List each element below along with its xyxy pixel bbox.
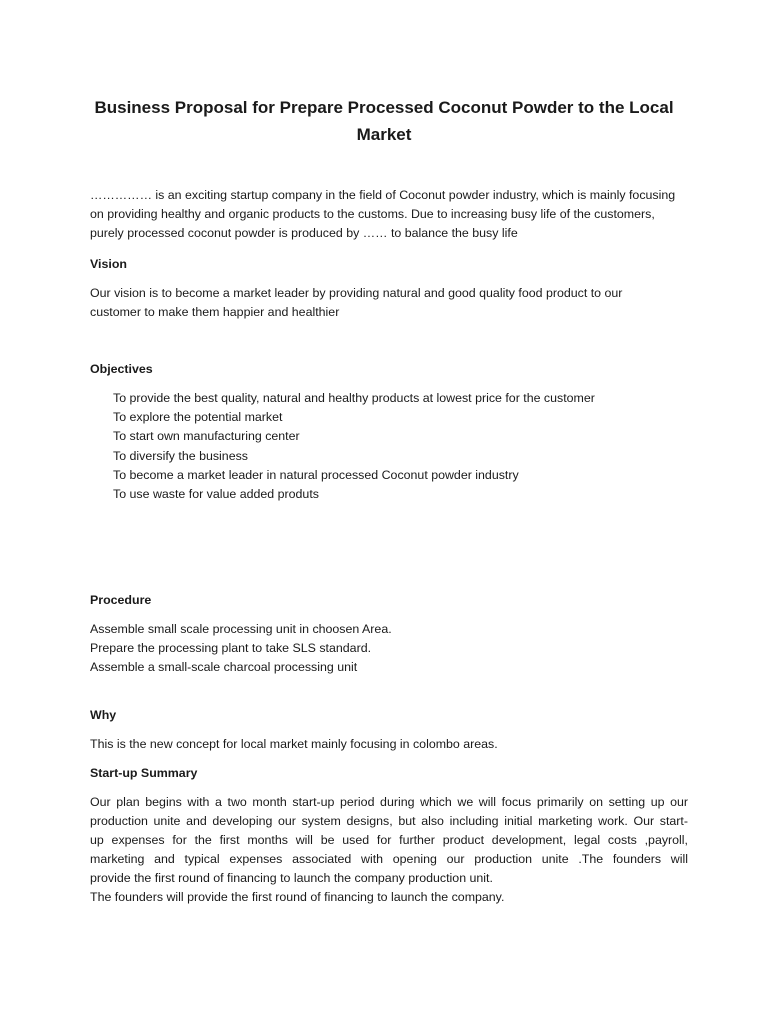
intro-line: …………… is an exciting startup company in the field of Coconut powder industry, which is mainly focusing	[90, 188, 676, 202]
vision-line: Our vision is to become a market leader by providing natural and good quality food product to our	[90, 286, 623, 300]
procedure-line: Prepare the processing plant to take SLS standard.	[90, 641, 372, 655]
objective-item: To explore the potential market	[113, 410, 283, 425]
procedure-line: Assemble a small-scale charcoal processing unit	[90, 660, 358, 674]
startup-summary-line: production unite and developing our system designs, but also including initial marketing work. Our start-	[90, 814, 688, 828]
startup-summary-heading: Start-up Summary	[90, 766, 198, 780]
procedure-line: Assemble small scale processing unit in choosen Area.	[90, 622, 392, 636]
intro-line: purely processed coconut powder is produced by …… to balance the busy life	[90, 226, 518, 240]
startup-summary-line: The founders will provide the first round of financing to launch the company.	[90, 890, 505, 904]
startup-summary-line: Our plan begins with a two month start-up period during which we will focus primarily on setting up our	[90, 795, 688, 809]
procedure-heading: Procedure	[90, 593, 152, 607]
intro-paragraph	[90, 186, 690, 243]
why-heading: Why	[90, 708, 117, 722]
intro-line: on providing healthy and organic products to the customs. Due to increasing busy life of the customers,	[90, 207, 655, 221]
vision-paragraph	[90, 284, 690, 322]
objective-item: To become a market leader in natural processed Coconut powder industry	[113, 467, 519, 482]
startup-summary-line: provide the first round of financing to launch the company production unit.	[90, 871, 493, 885]
objective-item: To provide the best quality, natural and healthy products at lowest price for the customer	[113, 391, 595, 405]
title-line-1: Business Proposal for Prepare Processed Coconut Powder to the Local	[94, 98, 674, 117]
vision-heading: Vision	[90, 257, 127, 271]
objectives-heading: Objectives	[90, 362, 153, 376]
startup-summary-line: marketing and typical expenses associated with opening our production unite .The founders will	[90, 852, 688, 866]
vision-line: customer to make them happier and healthier	[90, 305, 340, 319]
document-title	[80, 94, 688, 148]
objective-item: To diversify the business	[113, 448, 248, 463]
title-line-2: Market	[356, 125, 412, 144]
why-paragraph: This is the new concept for local market mainly focusing in colombo areas.	[90, 737, 498, 751]
objective-item: To start own manufacturing center	[113, 429, 300, 444]
objective-item: To use waste for value added produts	[113, 487, 319, 502]
objectives-list	[113, 389, 693, 504]
procedure-paragraph	[90, 620, 690, 677]
startup-summary-paragraph	[90, 793, 688, 907]
startup-summary-line: up expenses for the first months will be used for further product development, legal costs ,payroll,	[90, 833, 688, 847]
